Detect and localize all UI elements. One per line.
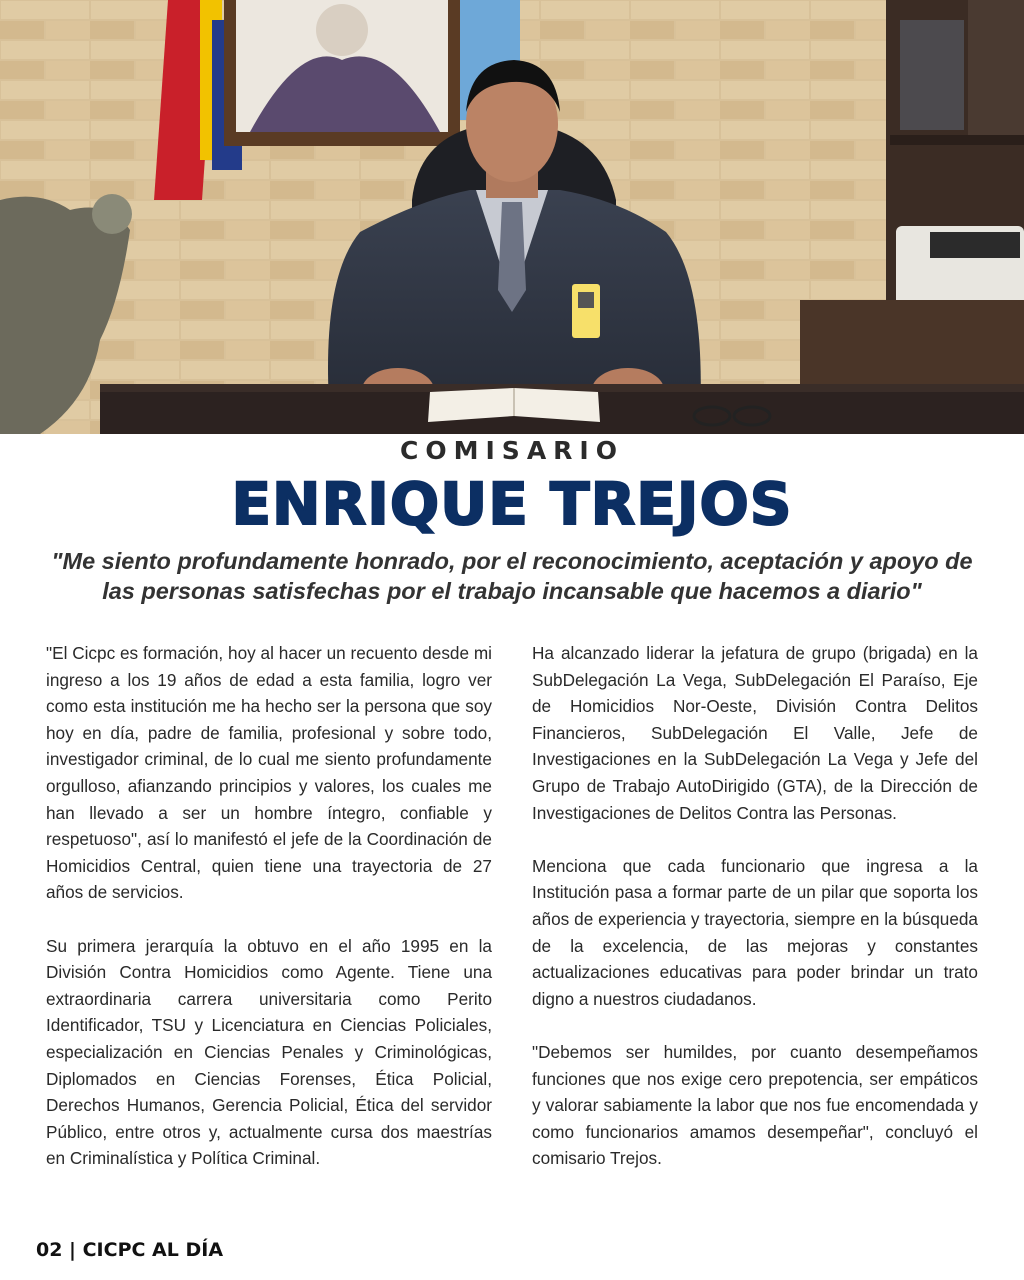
article-column-left — [46, 640, 492, 1198]
paragraph: Su primera jerarquía la obtuvo en el año 1995 en la División Contra Homicidios como Agente. Tiene una extraordinaria carrera universitaria como Perito Identificador, TSU y Licenciatura en Ciencias Policiales, especialización en Ciencias Penales y Criminológicas, Diplomados en Ciencias Forenses, Ética Policial, Derechos Humanos, Gerencia Policial, Ética del servidor Público, entre otros y, actualmente cursa dos maestrías en Criminalística y Política Criminal. — [46, 935, 492, 1169]
header-photo — [0, 0, 1024, 434]
pull-quote: "Me siento profundamente honrado, por el reconocimiento, aceptación y apoyo de las personas satisfechas por el trabajo incansable que hacemos a diario" — [51, 548, 973, 604]
paragraph: "Debemos ser humildes, por cuanto desempeñamos funciones que nos exige cero prepotencia, ser empáticos y valorar sabiamente la labor que nos fue encomendada y como funcionarios amamos desempeñar", concluyó el comisario Trejos. — [532, 1041, 978, 1169]
paragraph: Menciona que cada funcionario que ingresa a la Institución pasa a formar parte de un pilar que soporta los años de experiencia y trayectoria, siempre en la búsqueda de la excelencia, de las mejoras y constantes actualizaciones educativas para poder brindar un trato digno a nuestros ciudadanos. — [532, 855, 978, 1009]
person-name-title: ENRIQUE TREJOS — [231, 470, 793, 538]
paragraph: Ha alcanzado liderar la jefatura de grupo (brigada) en la SubDelegación La Vega, SubDelegación El Paraíso, Eje de Homicidios Nor-Oeste, División Contra Delitos Financieros, SubDelegación El Valle, Jefe de Investigaciones en la SubDelegación La Vega y Jefe del Grupo de Trabajo AutoDirigido (GTA), de la Dirección de Investigaciones de Delitos Contra las Personas. — [532, 643, 978, 823]
paragraph: "El Cicpc es formación, hoy al hacer un recuento desde mi ingreso a los 19 años de edad a esta familia, logro ver como esta institución me ha hecho ser la persona que soy hoy en día, padre de familia, profesional y sobre todo, investigador criminal, de lo cual me siento profundamente orgulloso, afianzando principios y valores, los cuales me han llevado a ser un hombre íntegro, confiable y respetuoso", así lo manifestó el jefe de la Coordinación de Homicidios Central, quien tiene una trayectoria de 27 años de servicios. — [46, 643, 492, 903]
page-footer: 02 | CICPC AL DÍA — [36, 1239, 224, 1261]
article-column-right — [532, 640, 978, 1198]
subtitle-rank: COMISARIO — [400, 436, 624, 465]
